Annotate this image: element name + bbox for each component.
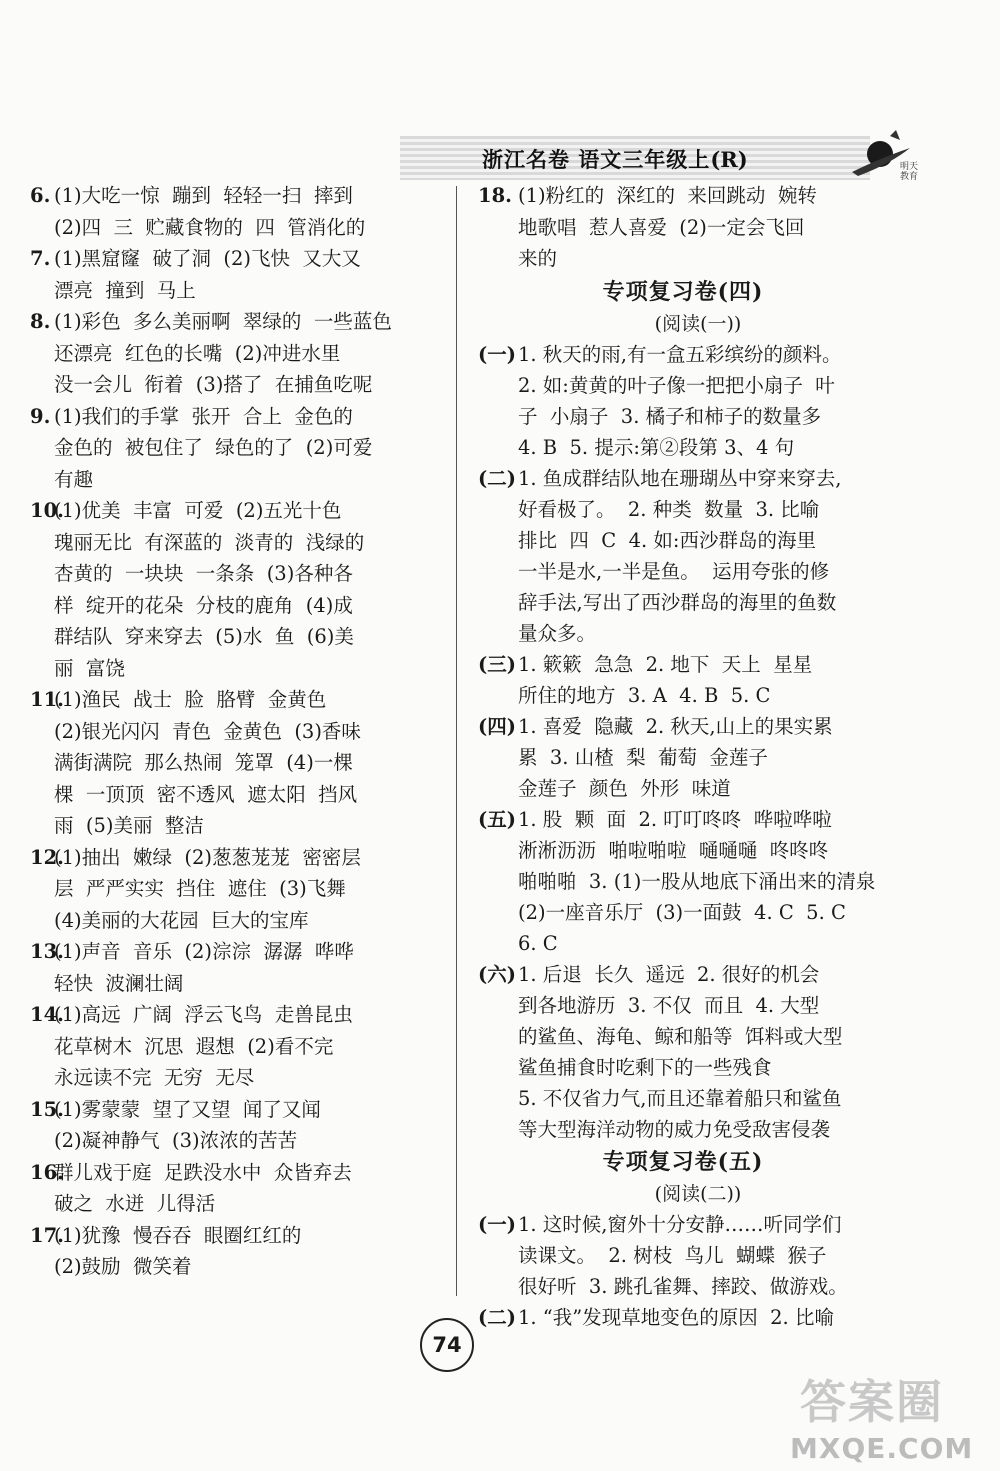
answer-line: 子 小扇子 3. 橘子和柿子的数量多 [518, 404, 822, 428]
group-label: (三) [478, 652, 516, 676]
answer-line: (1)渔民 战士 脸 胳臂 金黄色 [54, 688, 327, 711]
answer-line: (1)我们的手掌 张开 合上 金色的 [54, 404, 353, 428]
answer-line: 一半是水,一半是鱼。 运用夸张的修 [518, 559, 830, 583]
answer-line: 1. 鱼成群结队地在珊瑚丛中穿来穿去, [518, 466, 842, 490]
answer-line: 好看极了。 2. 种类 数量 3. 比喻 [518, 497, 820, 521]
answer-line: 5. 不仅省力气,而且还靠着船只和鲨鱼 [518, 1086, 842, 1110]
answer-line: 1. 股 颗 面 2. 叮叮咚咚 哗啦哗啦 [518, 807, 832, 831]
item-number: 12. [30, 845, 64, 869]
group-label: (二) [478, 466, 516, 490]
answer-line: (1)犹豫 慢吞吞 眼圈红红的 [54, 1223, 302, 1247]
section-5-subtitle: (阅读(二)) [654, 1182, 742, 1205]
answer-line: 还漂亮 红色的长嘴 (2)冲进水里 [54, 341, 341, 365]
answer-line: 来的 [518, 247, 558, 270]
header-title-text: 浙江名卷 语文三年级上 [482, 147, 711, 172]
column-divider [456, 186, 457, 1296]
answer-group [478, 1302, 888, 1333]
answer-line: 没一会儿 衔着 (3)搭了 在捕鱼吃呢 [54, 373, 373, 396]
answer-line: 读课文。 2. 树枝 鸟儿 蝴蝶 猴子 [518, 1243, 827, 1267]
answer-line: 永远读不完 无穷 无尽 [54, 1066, 255, 1089]
answer-line: 到各地游历 3. 不仅 而且 4. 大型 [518, 993, 820, 1017]
answer-line: 1. 后退 长久 遥远 2. 很好的机会 [518, 962, 820, 986]
answer-line: (1)高远 广阔 浮云飞鸟 走兽昆虫 [54, 1003, 353, 1026]
group-label: (五) [478, 807, 516, 831]
answer-line: 群儿戏于庭 足跌没水中 众皆弃去 [54, 1160, 352, 1184]
answer-line: 棵 一顶顶 密不透风 遮太阳 挡风 [54, 782, 358, 806]
page-header [400, 128, 920, 188]
answer-line: 杏黄的 一块块 一条条 (3)各种各 [54, 562, 353, 585]
answer-line: 鲨鱼捕食时吃剩下的一些残食 [518, 1055, 772, 1079]
item-number: 7. [30, 247, 51, 270]
answer-line: (1)雾蒙蒙 望了又望 闻了又闻 [54, 1097, 321, 1121]
answer-line: (1)优美 丰富 可爱 (2)五光十色 [54, 499, 342, 522]
page-number: 74 [420, 1318, 474, 1372]
item-number: 9. [30, 404, 51, 428]
answer-line: (1)彩色 多么美丽啊 翠绿的 一些蓝色 [54, 310, 392, 333]
watermark-url: MXQE.COM [790, 1432, 974, 1465]
answer-line: (2)鼓励 微笑着 [54, 1255, 192, 1278]
answer-group [478, 649, 888, 711]
answer-line: 金莲子 颜色 外形 味道 [518, 776, 731, 800]
answer-group [478, 339, 888, 463]
answer-line: 1. 这时候,窗外十分安静……听同学们 [518, 1212, 842, 1236]
answer-line: 花草树木 沉思 遐想 (2)看不完 [54, 1034, 334, 1058]
answer-line: 1. 簌簌 急急 2. 地下 天上 星星 [518, 652, 813, 676]
group-label: (一) [478, 1212, 516, 1236]
answer-line: 1. 喜爱 隐藏 2. 秋天,山上的果实累 [518, 714, 833, 738]
item-number: 15. [30, 1097, 64, 1121]
left-column [30, 180, 430, 1283]
answer-line: 淅淅沥沥 啪啦啪啦 嗵嗵嗵 咚咚咚 [518, 838, 829, 862]
answer-line: (2)四 三 贮藏食物的 四 管消化的 [54, 215, 366, 239]
answer-line: 有趣 [54, 467, 94, 491]
answer-line: 样 绽开的花朵 分枝的鹿角 (4)成 [54, 593, 353, 617]
header-title [482, 144, 748, 174]
answer-item [30, 1220, 430, 1283]
group-label: (二) [478, 1305, 516, 1329]
answer-item [30, 842, 430, 937]
item-number: 10. [30, 499, 64, 522]
answer-line: 1. 秋天的雨,有一盒五彩缤纷的颜料。 [518, 342, 842, 366]
answer-item [30, 495, 430, 684]
answer-line: (2)凝神静气 (3)浓浓的苦苦 [54, 1129, 298, 1152]
answer-line: (2)一座音乐厅 (3)一面鼓 4. C 5. C [518, 900, 846, 924]
brand-text: 明天教育 [900, 162, 919, 182]
answer-line: (1)大吃一惊 蹦到 轻轻一扫 摔到 [54, 184, 353, 207]
answer-group [478, 1209, 888, 1302]
answer-item [30, 936, 430, 999]
answer-item [30, 1157, 430, 1220]
answer-line: 所住的地方 3. A 4. B 5. C [518, 683, 771, 707]
answer-line: 群结队 穿来穿去 (5)水 鱼 (6)美 [54, 625, 354, 648]
item-number: 16. [30, 1160, 64, 1184]
answer-line: 6. C [518, 931, 558, 955]
header-grade-mark: (R) [710, 147, 748, 172]
answer-line: (2)银光闪闪 青色 金黄色 (3)香味 [54, 719, 361, 743]
answer-line: 漂亮 撞到 马上 [54, 278, 196, 302]
item-number: 11. [30, 688, 64, 711]
answer-line: 排比 四 C 4. 如:西沙群岛的海里 [518, 528, 816, 552]
answer-group [478, 959, 888, 1145]
answer-item [30, 180, 430, 243]
answer-item [30, 684, 430, 842]
answer-line: 雨 (5)美丽 整洁 [54, 814, 204, 837]
answer-line: 轻快 波澜壮阔 [54, 971, 184, 995]
item-number: 14. [30, 1003, 64, 1026]
answer-line: 量众多。 [518, 621, 597, 645]
answer-line: (1)黑窟窿 破了洞 (2)飞快 又大又 [54, 247, 361, 270]
answer-group [478, 711, 888, 804]
section-4-answers [478, 339, 888, 1145]
right-column [478, 180, 888, 1333]
answer-line: 啪啪啪 3. (1)一股从地底下涌出来的清泉 [518, 869, 876, 893]
group-label: (四) [478, 714, 516, 738]
watermark [790, 1366, 990, 1466]
answer-line: 1. “我”发现草地变色的原因 2. 比喻 [518, 1305, 834, 1329]
answer-item [30, 243, 430, 306]
section-4-subtitle: (阅读(一)) [654, 312, 742, 335]
answer-item [30, 401, 430, 496]
answer-line: 丽 富饶 [54, 656, 125, 680]
answer-item-18 [478, 180, 888, 275]
answer-item [30, 306, 430, 401]
answer-line: 地歌唱 惹人喜爱 (2)一定会飞回 [518, 215, 805, 239]
answer-line: 满街满院 那么热闹 笼罩 (4)一棵 [54, 751, 353, 774]
answer-line: 累 3. 山楂 梨 葡萄 金莲子 [518, 745, 768, 769]
answer-line: (1)声音 音乐 (2)淙淙 潺潺 哗哗 [54, 940, 354, 963]
answer-line: (1)抽出 嫩绿 (2)葱葱茏茏 密密层 [54, 845, 361, 869]
answer-line: 层 严严实实 挡住 遮住 (3)飞舞 [54, 877, 346, 900]
group-label: (六) [478, 962, 516, 986]
item-number: 17. [30, 1223, 64, 1247]
answer-item [30, 999, 430, 1094]
item-number: 18. [478, 184, 512, 207]
section-5-answers [478, 1209, 888, 1333]
answer-item [30, 1094, 430, 1157]
watermark-logo: 答案圈 [800, 1375, 944, 1429]
group-label: (一) [478, 342, 516, 366]
answer-line: (1)粉红的 深红的 来回跳动 婉转 [518, 184, 817, 207]
answer-line: 的鲨鱼、海龟、鲸和船等 饵料或大型 [518, 1024, 843, 1048]
section-5-title: 专项复习卷(五) [602, 1148, 764, 1175]
answer-line: 等大型海洋动物的威力免受敌害侵袭 [518, 1117, 831, 1141]
answer-line: 破之 水迸 儿得活 [54, 1192, 216, 1215]
answer-group [478, 804, 888, 959]
answer-line: 辞手法,写出了西沙群岛的海里的鱼数 [518, 590, 837, 614]
answer-group [478, 463, 888, 649]
item-number: 8. [30, 310, 51, 333]
answer-line: 瑰丽无比 有深蓝的 淡青的 浅绿的 [54, 530, 365, 554]
section-4-title: 专项复习卷(四) [602, 278, 764, 305]
answer-line: (4)美丽的大花园 巨大的宝库 [54, 908, 309, 932]
answer-line: 很好听 3. 跳孔雀舞、摔跤、做游戏。 [518, 1274, 848, 1298]
answer-line: 4. B 5. 提示:第②段第 3、4 句 [518, 435, 795, 459]
item-number: 6. [30, 184, 51, 207]
answer-line: 金色的 被包住了 绿色的了 (2)可爱 [54, 436, 373, 459]
answer-line: 2. 如:黄黄的叶子像一把把小扇子 叶 [518, 373, 835, 397]
item-number: 13. [30, 940, 64, 963]
